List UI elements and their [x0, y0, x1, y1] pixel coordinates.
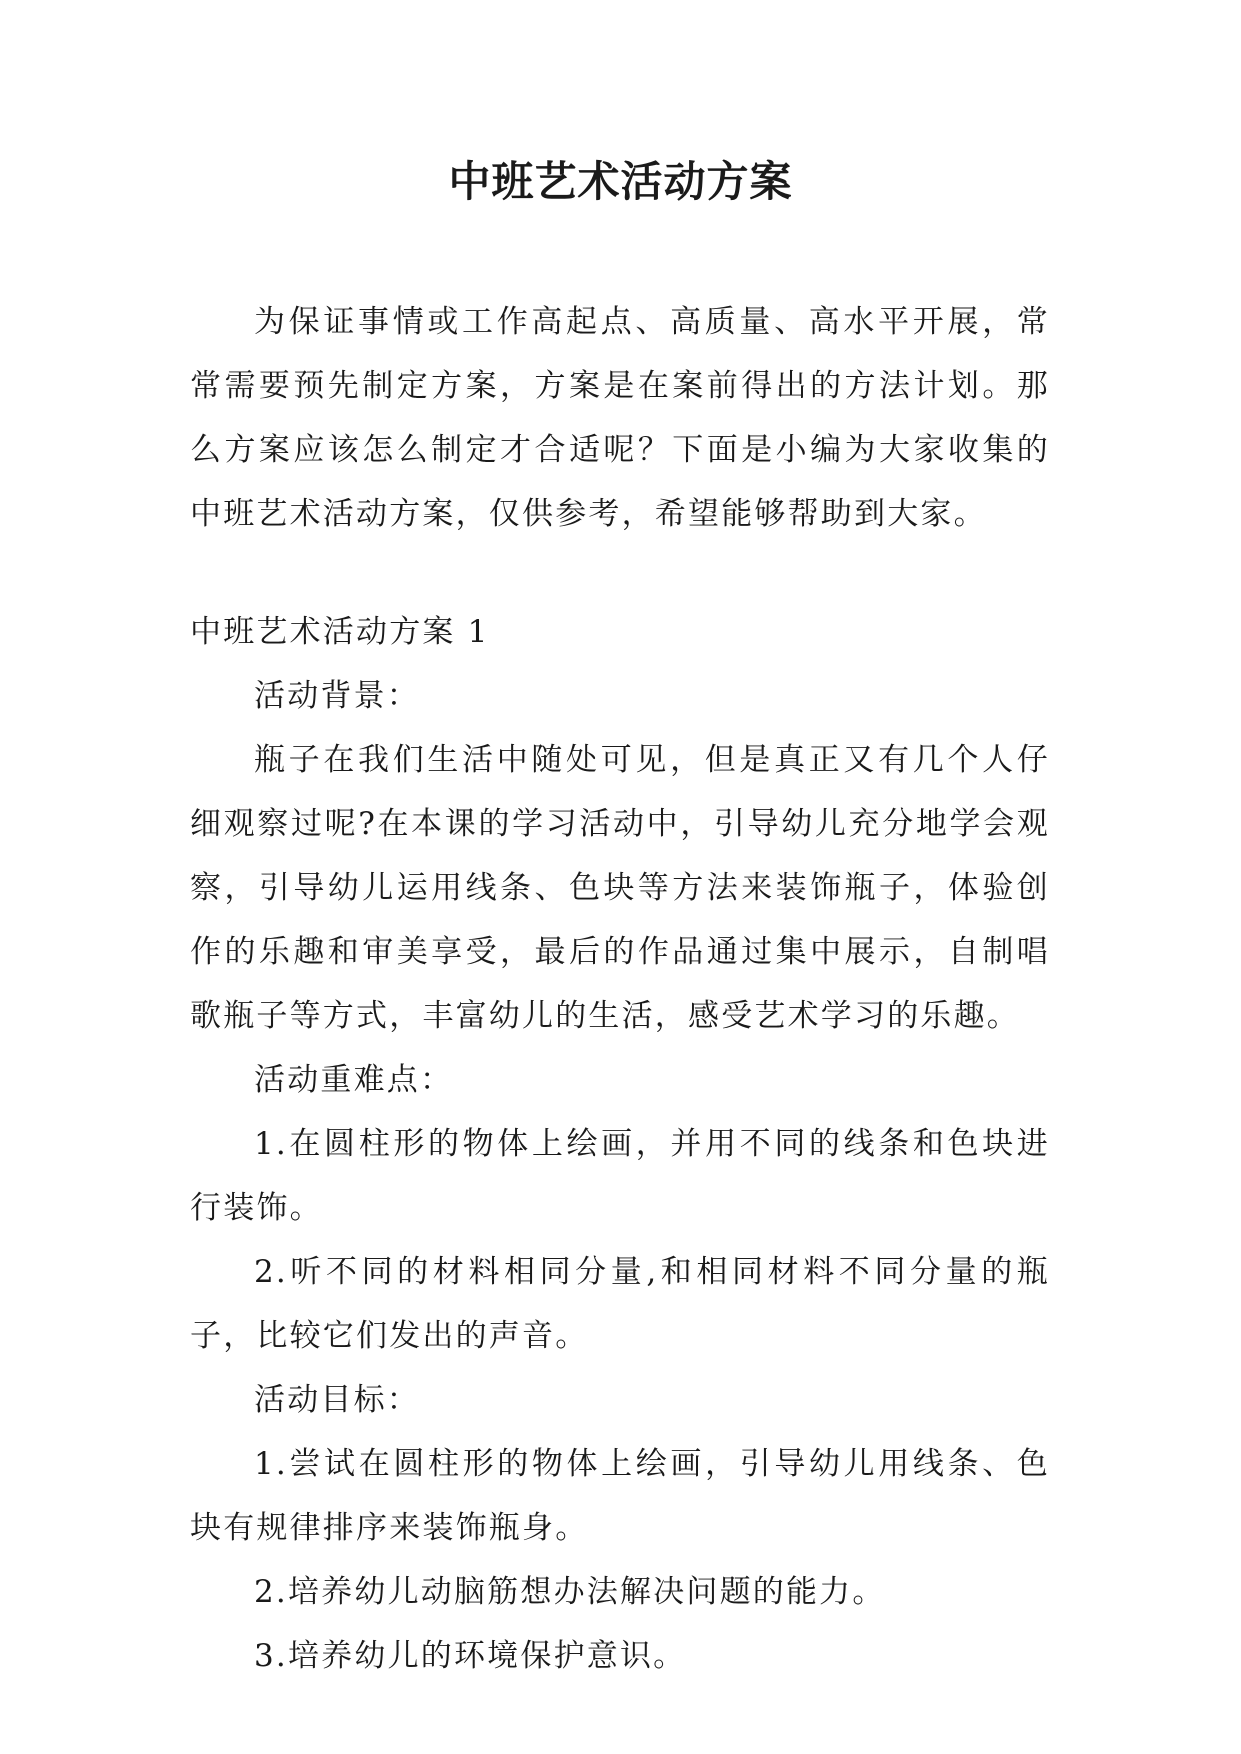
goal-item: 3.培养幼儿的环境保护意识。	[254, 1638, 687, 1674]
document-title: 中班艺术活动方案	[448, 157, 793, 206]
goals-label: 活动目标：	[254, 1382, 420, 1418]
keypoints-label: 活动重难点：	[254, 1062, 454, 1098]
background-paragraph: 瓶子在我们生活中随处可见，但是真正又有几个人仔细观察过呢?在本课的学习活动中，引导幼儿充分地学会观察，引导幼儿运用线条、色块等方法来装饰瓶子，体验创作的乐趣和审美享受，最后的作品通过集中展示，自制唱歌瓶子等方式，丰富幼儿的生活，感受艺术学习的乐趣。	[190, 742, 1050, 1034]
keypoint-item: 2.听不同的材料相同分量,和相同材料不同分量的瓶子，比较它们发出的声音。	[190, 1254, 1050, 1354]
goal-item: 2.培养幼儿动脑筋想办法解决问题的能力。	[254, 1574, 886, 1610]
section-heading: 中班艺术活动方案 1	[190, 614, 490, 650]
document-body	[190, 290, 1050, 1688]
keypoint-item: 1.在圆柱形的物体上绘画，并用不同的线条和色块进行装饰。	[190, 1126, 1050, 1226]
goal-item: 1.尝试在圆柱形的物体上绘画，引导幼儿用线条、色块有规律排序来装饰瓶身。	[190, 1446, 1050, 1546]
background-label: 活动背景：	[254, 678, 420, 714]
intro-paragraph: 为保证事情或工作高起点、高质量、高水平开展，常常需要预先制定方案，方案是在案前得出的方法计划。那么方案应该怎么制定才合适呢？下面是小编为大家收集的中班艺术活动方案，仅供参考，希望能够帮助到大家。	[190, 304, 1050, 532]
